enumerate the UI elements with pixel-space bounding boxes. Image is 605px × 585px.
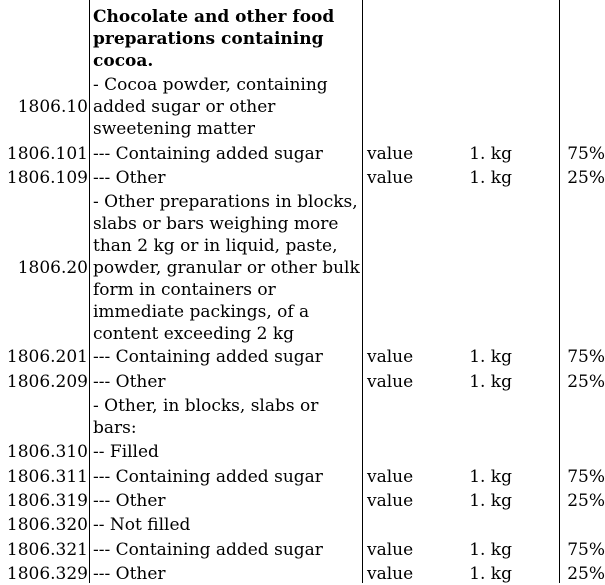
tariff-code: 1806.101 (6, 144, 88, 164)
tariff-code: 1806.320 (6, 515, 88, 535)
description: - Cocoa powder, containing added sugar or other sweetening matter (93, 75, 328, 139)
tariff-code: 1806.209 (6, 372, 88, 392)
description: --- Containing added sugar (93, 144, 323, 164)
unit: value (367, 540, 414, 560)
description: --- Other (93, 168, 166, 188)
table-row (0, 74, 605, 140)
table-row (0, 395, 605, 439)
table-row (0, 346, 605, 368)
description: -- Not filled (93, 515, 191, 535)
description: --- Containing added sugar (93, 467, 323, 487)
unit: value (367, 467, 414, 487)
duty-rate: 25% (567, 564, 605, 584)
tariff-code: 1806.10 (17, 97, 88, 117)
table-row (0, 563, 605, 583)
table-row (0, 490, 605, 512)
description: - Other, in blocks, slabs or bars: (93, 396, 319, 438)
duty-rate: 75% (567, 347, 605, 367)
unit: value (367, 372, 414, 392)
table-row (0, 167, 605, 189)
unit: value (367, 347, 414, 367)
quantity-unit: 1. kg (469, 168, 512, 188)
description: --- Other (93, 491, 166, 511)
duty-rate: 75% (567, 144, 605, 164)
duty-rate: 25% (567, 372, 605, 392)
tariff-code: 1806.329 (6, 564, 88, 584)
table-row (0, 466, 605, 488)
duty-rate: 75% (567, 540, 605, 560)
quantity-unit: 1. kg (469, 564, 512, 584)
description: --- Other (93, 564, 166, 584)
description: --- Containing added sugar (93, 540, 323, 560)
quantity-unit: 1. kg (469, 372, 512, 392)
tariff-code: 1806.321 (6, 540, 88, 560)
unit: value (367, 491, 414, 511)
duty-rate: 25% (567, 491, 605, 511)
heading-description: Chocolate and other food preparations containing cocoa. (93, 7, 335, 71)
table-row (0, 371, 605, 393)
quantity-unit: 1. kg (469, 144, 512, 164)
description: - Other preparations in blocks, slabs or bars weighing more than 2 kg or in liquid, paste, powder, granular or other bulk form in containers or immediate packings, of a content exceeding 2 kg (93, 192, 360, 344)
table-row (0, 6, 605, 72)
description: -- Filled (93, 442, 159, 462)
unit: value (367, 168, 414, 188)
quantity-unit: 1. kg (469, 540, 512, 560)
table-row (0, 539, 605, 561)
quantity-unit: 1. kg (469, 347, 512, 367)
unit: value (367, 564, 414, 584)
tariff-code: 1806.20 (17, 258, 88, 278)
duty-rate: 25% (567, 168, 605, 188)
description: --- Other (93, 372, 166, 392)
tariff-code: 1806.311 (6, 467, 88, 487)
tariff-code: 1806.109 (6, 168, 88, 188)
duty-rate: 75% (567, 467, 605, 487)
table-row (0, 191, 605, 345)
description: --- Containing added sugar (93, 347, 323, 367)
tariff-code: 1806.201 (6, 347, 88, 367)
table-row (0, 143, 605, 165)
unit: value (367, 144, 414, 164)
table-row (0, 514, 605, 536)
tariff-code: 1806.319 (6, 491, 88, 511)
table-row (0, 441, 605, 463)
tariff-code: 1806.310 (6, 442, 88, 462)
quantity-unit: 1. kg (469, 467, 512, 487)
quantity-unit: 1. kg (469, 491, 512, 511)
